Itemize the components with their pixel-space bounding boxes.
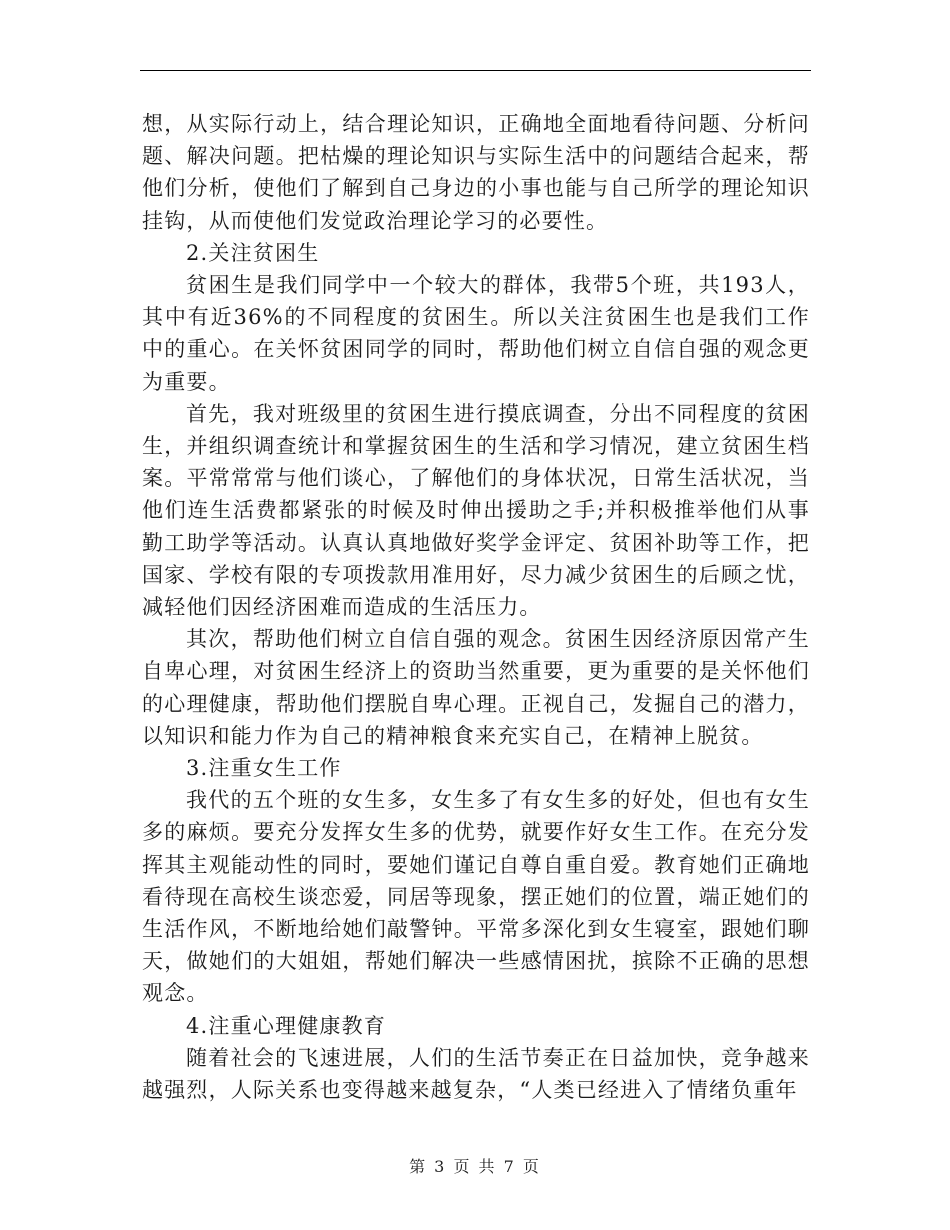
paragraph: 贫困生是我们同学中一个较大的群体，我带5个班，共193人，其中有近36%的不同程度的贫困生。所以关注贫困生也是我们工作中的重心。在关怀贫困同学的同时，帮助他们树立自信自强的观念更为重要。: [142, 273, 810, 394]
document-body: [142, 108, 810, 1106]
paragraph-continuation: 想，从实际行动上，结合理论知识，正确地全面地看待问题、分析问题、解决问题。把枯燥的理论知识与实际生活中的问题结合起来，帮他们分析，使他们了解到自己身边的小事也能与自己所学的理论知识挂钩，从而使他们发觉政治理论学习的必要性。: [142, 112, 810, 233]
section-heading-poor-students: 2.关注贫困生: [186, 240, 320, 265]
paragraph: 其次，帮助他们树立自信自强的观念。贫困生因经济原因常产生自卑心理，对贫困生经济上的资助当然重要，更为重要的是关怀他们的心理健康，帮助他们摆脱自卑心理。正视自己，发掘自己的潜力，以知识和能力作为自己的精神粮食来充实自己，在精神上脱贫。: [142, 627, 810, 748]
paragraph: 我代的五个班的女生多，女生多了有女生多的好处，但也有女生多的麻烦。要充分发挥女生多的优势，就要作好女生工作。在充分发挥其主观能动性的同时，要她们谨记自尊自重自爱。教育她们正确地看待现在高校生谈恋爱，同居等现象，摆正她们的位置，端正她们的生活作风，不断地给她们敲警钟。平常多深化到女生寝室，跟她们聊天，做她们的大姐姐，帮她们解决一些感情困扰，摈除不正确的思想观念。: [142, 788, 810, 1006]
header-rule: [140, 70, 811, 71]
section-heading-female-students: 3.注重女生工作: [186, 756, 342, 781]
page-number-footer: 第 3 页 共 7 页: [409, 1157, 541, 1176]
paragraph: 随着社会的飞速进展，人们的生活节奏正在日益加快，竞争越来越强烈，人际关系也变得越来越复杂，“人类已经进入了情绪负重年: [142, 1045, 810, 1103]
section-heading-mental-health: 4.注重心理健康教育: [186, 1013, 387, 1038]
paragraph: 首先，我对班级里的贫困生进行摸底调查，分出不同程度的贫困生，并组织调查统计和掌握贫困生的生活和学习情况，建立贫困生档案。平常常常与他们谈心，了解他们的身体状况，日常生活状况，当他们连生活费都紧张的时候及时伸出援助之手;并积极推举他们从事勤工助学等活动。认真认真地做好奖学金评定、贫困补助等工作，把国家、学校有限的专项拨款用准用好，尽力减少贫困生的后顾之忧，减轻他们因经济困难而造成的生活压力。: [142, 401, 810, 620]
